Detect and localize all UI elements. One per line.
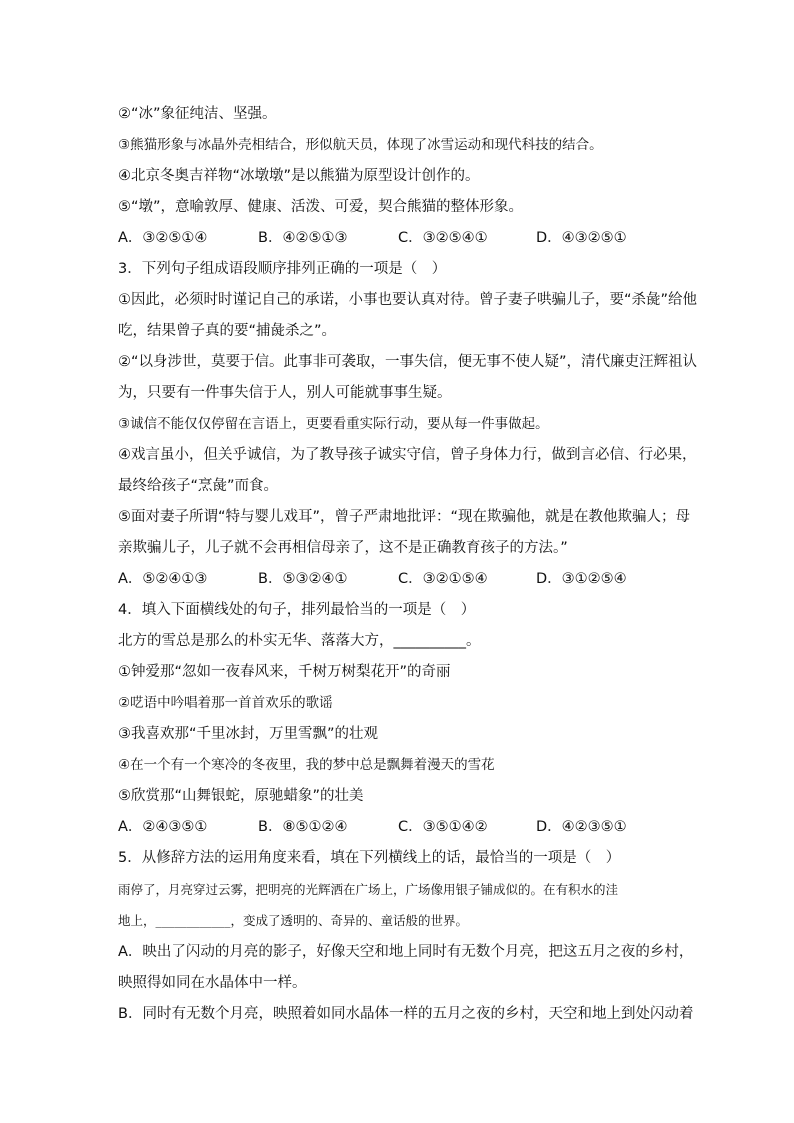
q3-line: 吃，结果曾子真的要“捕彘杀之”。 [118,323,337,339]
q2-option-c[interactable]: C．③②⑤④① [398,230,488,246]
q5-option-b-line[interactable]: B．同时有无数个月亮，映照着如同水晶体一样的五月之夜的乡村，天空和地上到处闪动着 [118,1006,694,1022]
q3-line: ④戏言虽小，但关乎诚信，为了教导孩子诚实守信，曾子身体力行，做到言必信、行必果， [118,447,697,463]
q3-line: ⑤面对妻子所谓“特与婴儿戏耳”，曾子严肃地批评：“现在欺骗他，就是在教他欺骗人；母 [118,509,691,525]
q3-stem: 3．下列句子组成语段顺序排列正确的一项是（ ） [118,261,447,277]
q2-option-a[interactable]: A．③②⑤①④ [118,230,208,246]
q4-line: ⑤欣赏那“山舞银蛇，原驰蜡象”的壮美 [118,788,364,804]
q2-item-4: ④北京冬奥吉祥物“冰墩墩”是以熊猫为原型设计创作的。 [118,168,480,184]
q5-option-a-line: 映照得如同在水晶体中一样。 [118,975,307,991]
q2-option-d[interactable]: D．④③②⑤① [536,230,627,246]
q3-line: 为，只要有一件事失信于人，别人可能就事事生疑。 [118,385,452,401]
q2-item-2: ②“冰”象征纯洁、坚强。 [118,106,277,122]
q3-option-c[interactable]: C．③②①⑤④ [398,571,488,587]
q4-option-b[interactable]: B．⑧⑤①②④ [258,819,348,835]
q2-item-3: ③熊猫形象与冰晶外壳相结合，形似航天员，体现了冰雪运动和现代科技的结合。 [118,137,603,153]
q5-passage-line: 地上，____________，变成了透明的、奇异的、童话般的世界。 [118,913,469,928]
q3-option-a[interactable]: A．⑤②④①③ [118,571,208,587]
q5-stem: 5．从修辞方法的运用角度来看，填在下列横线上的话，最恰当的一项是（ ） [118,850,621,866]
q2-option-b[interactable]: B．④②⑤①③ [258,230,348,246]
q4-line: ②呓语中吟唱着那一首首欢乐的歌谣 [118,695,333,711]
q5-passage-line: 雨停了，月亮穿过云雾，把明亮的光辉洒在广场上，广场像用银子铺成似的。在有积水的洼 [118,882,619,897]
q3-line: 最终给孩子“烹彘”而食。 [118,478,279,494]
q4-option-d[interactable]: D．④②③⑤① [536,819,627,835]
q3-line: ③诚信不能仅仅停留在言语上，更要看重实际行动，要从每一件事做起。 [118,416,549,432]
q4-line: 北方的雪总是那么的朴实无华、落落大方，__________。 [118,633,481,649]
q4-option-a[interactable]: A．②④③⑤① [118,819,208,835]
q4-stem: 4．填入下面横线处的句子，排列最恰当的一项是（ ） [118,602,476,618]
q4-option-c[interactable]: C．③⑤①④② [398,819,488,835]
q4-line: ③我喜欢那“千里冰封，万里雪飘”的壮观 [118,726,379,742]
q3-option-b[interactable]: B．⑤③②④① [258,571,348,587]
q3-line: 亲欺骗儿子，儿子就不会再相信母亲了，这不是正确教育孩子的方法。” [118,540,568,556]
q5-option-a-line[interactable]: A．映出了闪动的月亮的影子，好像天空和地上同时有无数个月亮，把这五月之夜的乡村， [118,944,694,960]
q3-line: ②“以身涉世，莫要于信。此事非可袭取，一事失信，便无事不使人疑”，清代廉吏汪辉祖认 [118,354,698,370]
q4-line: ④在一个有一个寒冷的冬夜里，我的梦中总是飘舞着漫天的雪花 [118,757,495,773]
q4-line: ①钟爱那“忽如一夜春风来，千树万树梨花开”的奇丽 [118,664,451,680]
q3-option-d[interactable]: D．③①②⑤④ [536,571,627,587]
q3-line: ①因此，必须时时谨记自己的承诺，小事也要认真对待。曾子妻子哄骗儿子，要“杀彘”给他 [118,292,698,308]
q2-item-5: ⑤“墩”，意喻敦厚、健康、活泼、可爱，契合熊猫的整体形象。 [118,199,524,215]
